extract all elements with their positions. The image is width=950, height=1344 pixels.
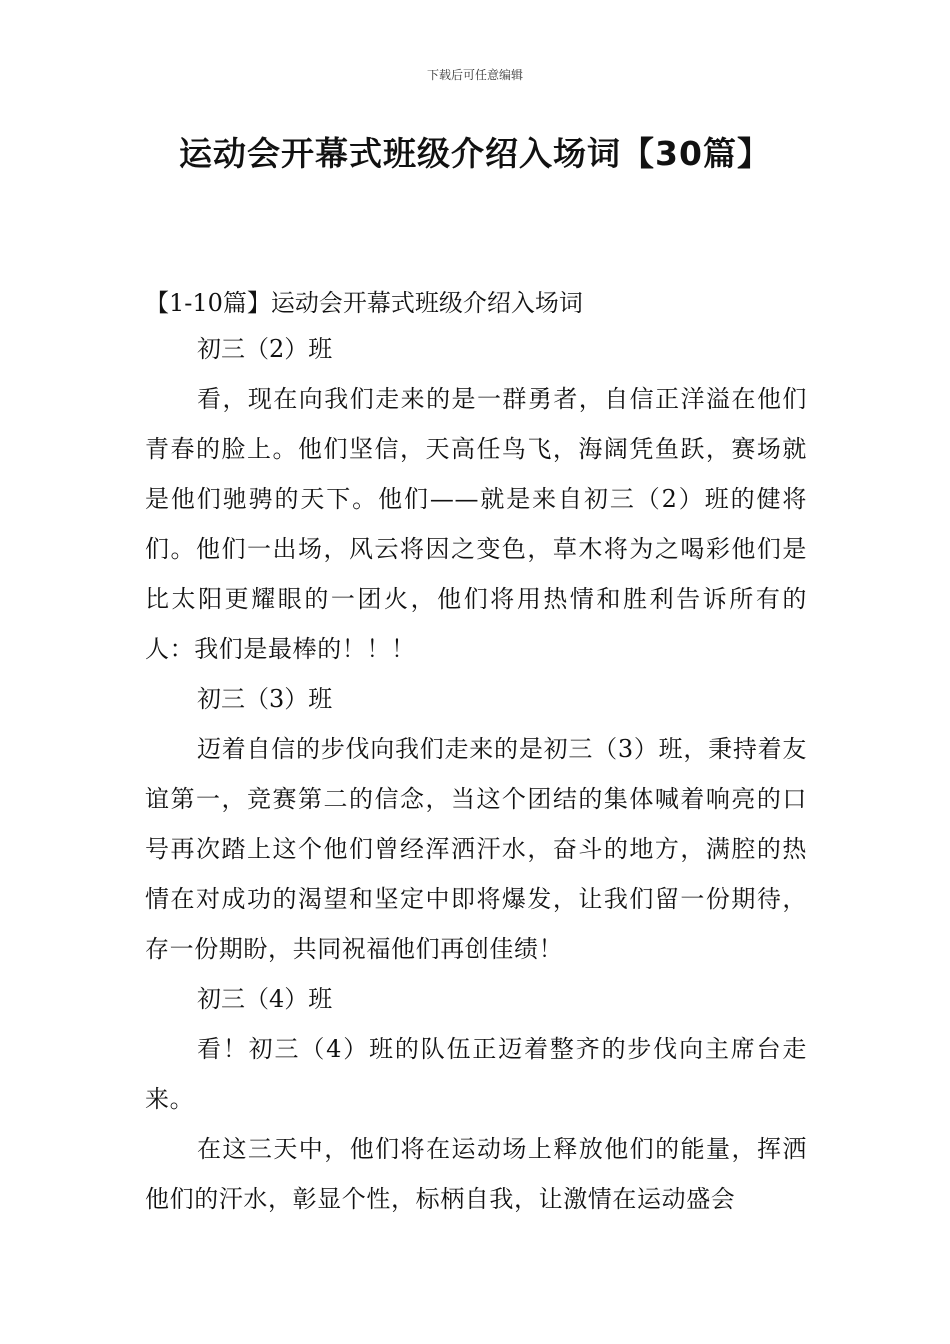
class-heading: 初三（4）班 <box>197 985 333 1013</box>
document-body <box>145 278 807 1224</box>
class-heading: 初三（2）班 <box>197 335 333 363</box>
section-heading: 【1-10篇】运动会开幕式班级介绍入场词 <box>145 289 583 317</box>
header-note: 下载后可任意编辑 <box>426 68 523 82</box>
paragraph: 看，现在向我们走来的是一群勇者，自信正洋溢在他们青春的脸上。他们坚信，天高任鸟飞，海阔凭鱼跃，赛场就是他们驰骋的天下。他们——就是来自初三（2）班的健将们。他们一出场，风云将因之变色，草木将为之喝彩他们是比太阳更耀眼的一团火，他们将用热情和胜利告诉所有的人：我们是最棒的！！！ <box>145 385 807 663</box>
class-heading: 初三（3）班 <box>197 685 333 713</box>
paragraph: 在这三天中，他们将在运动场上释放他们的能量，挥洒他们的汗水，彰显个性，标柄自我，让激情在运动盛会 <box>145 1135 807 1213</box>
document-title: 运动会开幕式班级介绍入场词【30篇】 <box>179 134 771 173</box>
paragraph: 看！初三（4）班的队伍正迈着整齐的步伐向主席台走来。 <box>145 1035 807 1113</box>
paragraph: 迈着自信的步伐向我们走来的是初三（3）班，秉持着友谊第一，竞赛第二的信念，当这个团结的集体喊着响亮的口号再次踏上这个他们曾经浑洒汗水，奋斗的地方，满腔的热情在对成功的渴望和坚定中即将爆发，让我们留一份期待，存一份期盼，共同祝福他们再创佳绩！ <box>145 735 807 963</box>
